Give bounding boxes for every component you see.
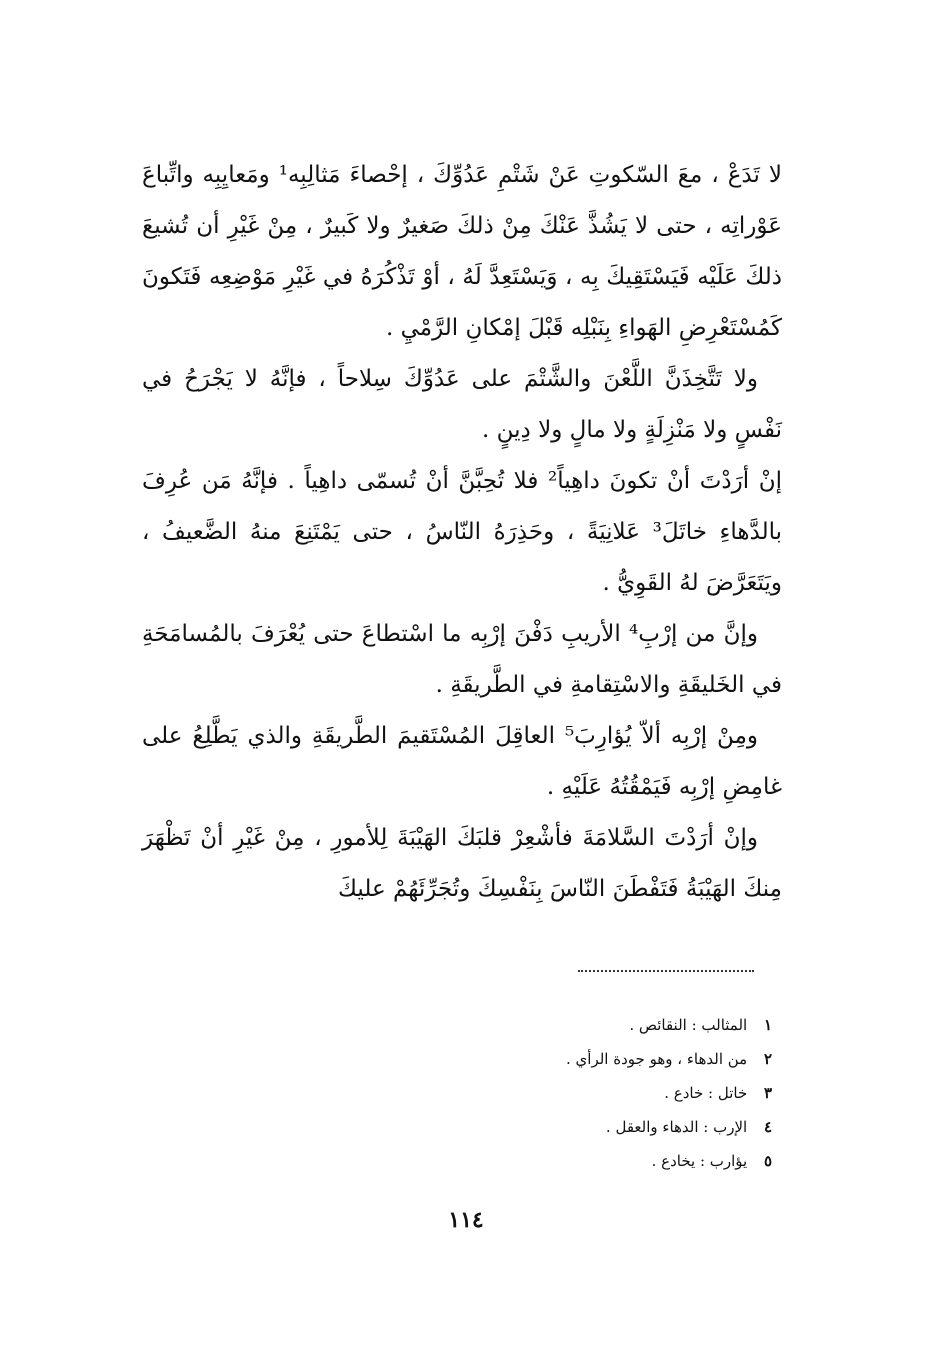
footnote-text: من الدهاء ، وهو جودة الرأي . xyxy=(566,1050,748,1068)
footnote-number: ٣ xyxy=(763,1084,772,1102)
paragraph: ولا تَتَّخِذَنَّ اللَّعْنَ والشَّتْمَ على عَدُوِّكَ سِلاحاً ، فإنَّهُ لا يَجْرَحُ في نَفْسٍ ولا مَنْزِلَةٍ ولا مالٍ ولا دِينٍ . xyxy=(142,366,782,443)
footnote-text: المثالب : النقائص . xyxy=(629,1016,748,1034)
paragraph: لا تَدَعْ ، معَ السّكوتِ عَنْ شَتْمِ عَدُوِّكَ ، إحْصاءَ مَثالِبِه¹ ومَعايِبِه واتِّباعَ عَوْراتِه ، حتى لا يَشُذَّ عَنْكَ مِنْ ذلكَ صَغيرٌ ولا كَبيرٌ ، مِنْ غَيْرِ أن تُشيعَ ذلكَ عَلَيْه فَيَسْتَقِيكَ بِه ، وَيَسْتَعِدَّ لَهُ ، أوْ تَذْكُرَهُ في غَيْرِ مَوْضِعِه فَتَكونَ كَمُسْتَعْرِضِ الهَواءِ بِنَبْلِه قَبْلَ إمْكانِ الرَّمْيِ . xyxy=(142,162,782,341)
footnote-number: ٢ xyxy=(763,1050,772,1068)
main-text xyxy=(142,150,782,915)
footnote-number: ٤ xyxy=(763,1118,772,1136)
footnotes-list xyxy=(272,1008,772,1178)
page-number: ١١٤ xyxy=(448,1207,484,1233)
footnote-item xyxy=(272,1110,772,1144)
footnote-item xyxy=(272,1076,772,1110)
footnote-item xyxy=(272,1008,772,1042)
footnote-number: ١ xyxy=(763,1016,772,1034)
footnote-text: الإرب : الدهاء والعقل . xyxy=(605,1118,748,1136)
footnote-divider xyxy=(578,970,754,972)
footnote-text: يؤارب : يخادع . xyxy=(651,1152,748,1170)
footnote-number: ٥ xyxy=(763,1152,772,1170)
paragraph: ومِنْ إرْبِه ألاّ يُؤارِبَ⁵ العاقِلَ المُسْتَقيمَ الطَّريقَةِ والذي يَطَّلِعُ على غامِضِ إرْبِه فَيَمْقُتُهُ عَلَيْهِ . xyxy=(142,723,782,800)
footnote-text: خاتل : خادع . xyxy=(664,1084,748,1102)
footnote-item xyxy=(272,1042,772,1076)
paragraph: وإنَّ من إرْبِ⁴ الأريبِ دَفْنَ إرْبِه ما اسْتطاعَ حتى يُعْرَفَ بالمُسامَحَةِ في الخَليقَةِ والاسْتِقامةِ في الطَّريقَةِ . xyxy=(142,621,782,698)
paragraph: إنْ أرَدْتَ أنْ تكونَ داهِياً² فلا تُحِبَّنَّ أنْ تُسمّى داهِياً . فإنَّهُ مَن عُرِفَ بالدَّهاءِ خاتَلَ³ عَلانِيَةً ، وحَذِرَهُ النّاسُ ، حتى يَمْتَنِعَ منهُ الضَّعيفُ ، ويَتَعَرَّضَ لهُ القَوِيُّ . xyxy=(142,468,782,596)
paragraph: وإنْ أرَدْتَ السَّلامَةَ فأشْعِرْ قلبَكَ الهَيْبَةَ لِلأمورِ ، مِنْ غَيْرِ أنْ تَظْهَرَ مِنكَ الهَيْبَةُ فَتَفْطَنَ النّاسَ بِنَفْسِكَ وتُجَرِّئَهُمْ عليكَ xyxy=(142,825,782,902)
footnote-item xyxy=(272,1144,772,1178)
